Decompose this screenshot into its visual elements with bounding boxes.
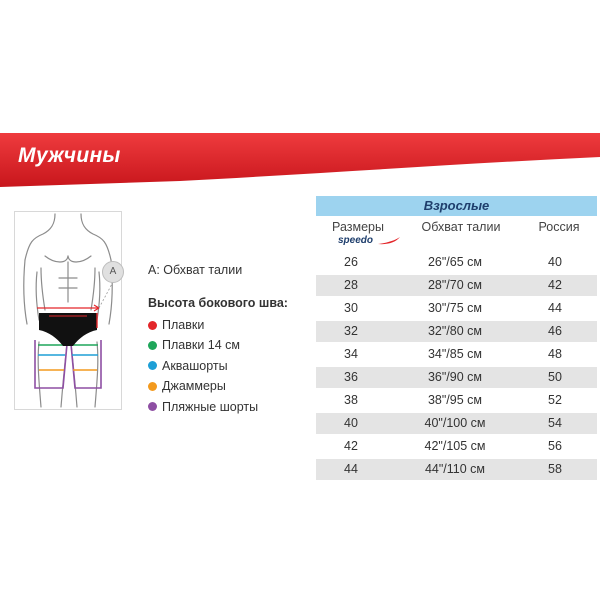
size-cell: 38 [344,393,358,407]
legend-dot-icon [148,341,157,350]
legend-item-label: Плавки 14 см [162,338,241,353]
table-row [316,298,597,319]
waist-cell: 44"/110 см [424,462,486,476]
russia-size-cell: 48 [548,347,562,361]
size-cell: 26 [344,255,358,269]
legend-item [148,316,288,334]
waist-label: A: Обхват талии [148,263,243,277]
waist-cell: 28"/70 см [427,278,483,292]
waist-cell: 32"/80 см [427,324,483,338]
table-row [316,275,597,296]
legend-item [148,336,288,354]
russia-size-cell: 54 [548,416,562,430]
size-cell: 32 [344,324,358,338]
legend-dot-icon [148,321,157,330]
russia-size-cell: 40 [548,255,562,269]
callout-a-marker: A [102,261,124,283]
legend-item-label: Аквашорты [162,358,228,373]
table-row [316,413,597,434]
page-title: Мужчины [18,144,121,167]
size-cell: 34 [344,347,358,361]
size-cell: 28 [344,278,358,292]
table-body [316,252,597,480]
column-header-russia: Россия [538,220,580,234]
waist-cell: 36"/90 см [427,370,483,384]
legend-dot-icon [148,361,157,370]
legend-item [148,398,288,416]
russia-size-cell: 56 [548,439,562,453]
seam-height-heading: Высота бокового шва: [148,296,288,310]
russia-size-cell: 46 [548,324,562,338]
size-cell: 44 [344,462,358,476]
column-header-waist: Обхват талии [421,220,501,234]
size-table [316,196,597,482]
table-row [316,459,597,480]
legend-item [148,357,288,375]
table-row [316,252,597,273]
russia-size-cell: 52 [548,393,562,407]
russia-size-cell: 58 [548,462,562,476]
table-row [316,321,597,342]
russia-size-cell: 42 [548,278,562,292]
legend [148,263,288,418]
legend-items [148,316,288,416]
waist-cell: 40"/100 см [424,416,486,430]
legend-dot-icon [148,402,157,411]
size-cell: 36 [344,370,358,384]
table-row [316,367,597,388]
speedo-boomerang-icon [378,237,400,245]
table-row [316,344,597,365]
legend-dot-icon [148,382,157,391]
size-cell: 42 [344,439,358,453]
russia-size-cell: 50 [548,370,562,384]
legend-item-label: Джаммеры [162,379,226,394]
waist-cell: 26"/65 см [427,255,483,269]
table-row [316,436,597,457]
size-cell: 40 [344,416,358,430]
russia-size-cell: 44 [548,301,562,315]
size-cell: 30 [344,301,358,315]
waist-cell: 30"/75 см [427,301,483,315]
waist-cell: 38"/95 см [427,393,483,407]
body-figure [14,211,122,410]
waist-cell: 34"/85 см [427,347,483,361]
table-title: Взрослые [316,196,597,216]
legend-item-label: Пляжные шорты [162,399,259,414]
legend-item-label: Плавки [162,318,205,332]
legend-item [148,377,288,395]
speedo-logo: speedo [338,235,374,246]
swimmer-illustration [15,212,121,409]
column-header-sizes: Размеры [332,220,384,234]
table-column-headers [316,218,597,252]
waist-cell: 42"/105 см [424,439,486,453]
table-row [316,390,597,411]
